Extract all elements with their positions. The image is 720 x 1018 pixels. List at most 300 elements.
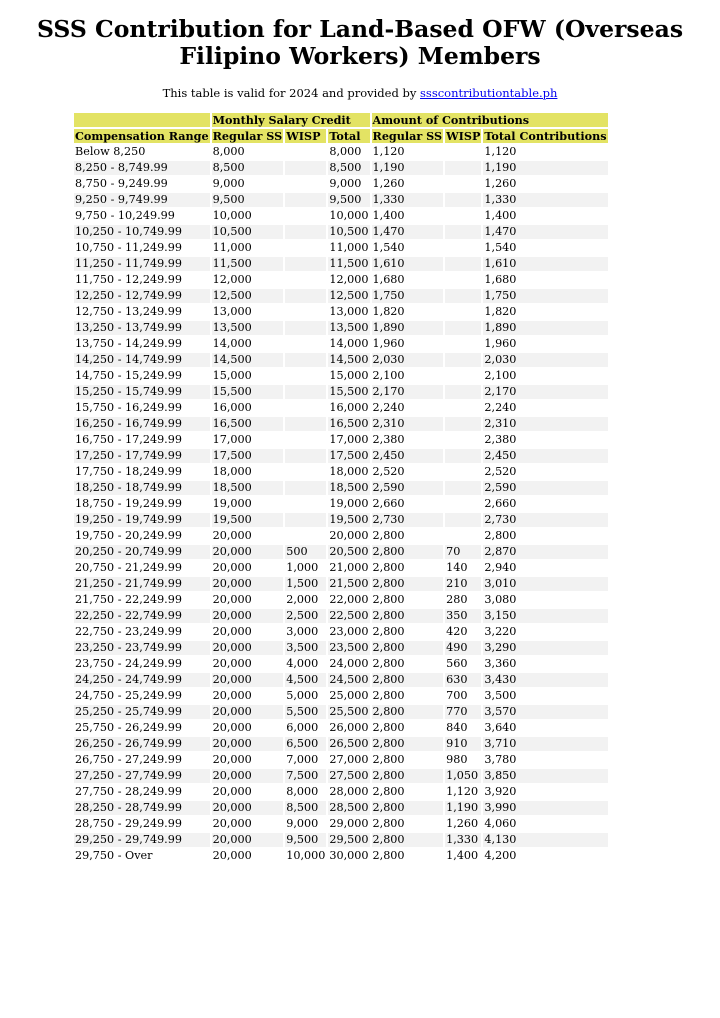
contrib-wisp-cell: 630 — [445, 673, 481, 687]
col-contrib-wisp: WISP — [446, 129, 481, 143]
msc-regular-ss-cell: 20,000 — [212, 817, 284, 831]
total-contributions-cell: 3,710 — [483, 737, 607, 751]
contrib-regular-ss-cell: 1,400 — [372, 209, 444, 223]
compensation-range-cell: 17,250 - 17,749.99 — [74, 449, 210, 463]
compensation-range-cell: 28,750 - 29,249.99 — [74, 817, 210, 831]
contrib-regular-ss-cell: 1,260 — [372, 177, 444, 191]
contrib-regular-ss-cell: 2,800 — [372, 737, 444, 751]
msc-total-cell: 15,000 — [329, 369, 369, 382]
col-contrib-regular-ss: Regular SS — [372, 129, 443, 143]
total-contributions-cell: 3,150 — [483, 609, 607, 623]
msc-wisp-cell — [285, 433, 326, 447]
msc-wisp-cell — [285, 449, 326, 463]
msc-total-cell: 10,000 — [329, 209, 369, 222]
total-contributions-cell: 3,290 — [483, 641, 607, 655]
msc-total-cell: 18,500 — [329, 481, 369, 494]
total-contributions-cell: 2,940 — [483, 561, 607, 575]
msc-wisp-cell — [285, 497, 326, 511]
contrib-regular-ss-cell: 2,310 — [372, 417, 444, 431]
compensation-range-cell: 28,250 - 28,749.99 — [74, 801, 210, 815]
msc-total-cell: 14,500 — [329, 353, 369, 366]
contrib-regular-ss-cell: 2,380 — [372, 433, 444, 447]
msc-total-cell: 14,000 — [329, 337, 369, 350]
table-row — [74, 561, 608, 575]
msc-total-cell: 16,000 — [329, 401, 369, 414]
contrib-regular-ss-cell: 2,520 — [372, 465, 444, 479]
table-body — [74, 145, 608, 863]
contrib-regular-ss-cell: 1,540 — [372, 241, 444, 255]
msc-wisp-cell — [285, 145, 326, 159]
msc-total-cell: 28,000 — [329, 785, 369, 798]
contrib-wisp-cell: 1,050 — [445, 769, 481, 783]
msc-regular-ss-cell: 20,000 — [212, 673, 284, 687]
compensation-range-cell: 15,750 - 16,249.99 — [74, 401, 210, 415]
contrib-wisp-cell — [445, 385, 481, 399]
table-row — [74, 849, 608, 863]
msc-regular-ss-cell: 10,500 — [212, 225, 284, 239]
table-row — [74, 465, 608, 479]
msc-wisp-cell — [285, 225, 326, 239]
contrib-regular-ss-cell: 1,820 — [372, 305, 444, 319]
contrib-regular-ss-cell: 2,660 — [372, 497, 444, 511]
contrib-wisp-cell — [445, 481, 481, 495]
total-contributions-cell: 3,220 — [483, 625, 607, 639]
compensation-range-cell: 22,750 - 23,249.99 — [74, 625, 210, 639]
contrib-wisp-cell — [445, 161, 481, 175]
compensation-range-cell: 11,750 - 12,249.99 — [74, 273, 210, 287]
msc-total-cell: 15,500 — [329, 385, 369, 398]
msc-total-cell: 9,000 — [328, 177, 369, 191]
msc-total-cell: 23,500 — [329, 641, 369, 654]
msc-total-cell: 17,000 — [329, 433, 369, 446]
compensation-range-cell: 11,250 - 11,749.99 — [74, 257, 210, 271]
msc-total-cell: 8,500 — [328, 161, 369, 175]
contrib-wisp-cell — [445, 513, 481, 527]
msc-wisp-cell: 7,500 — [285, 769, 326, 783]
compensation-range-cell: 13,750 - 14,249.99 — [74, 337, 210, 351]
table-row — [74, 401, 608, 415]
msc-wisp-cell — [285, 321, 326, 335]
msc-wisp-cell — [285, 177, 326, 191]
table-row — [74, 529, 608, 543]
contrib-wisp-cell: 1,260 — [445, 817, 481, 831]
contrib-regular-ss-cell: 2,730 — [372, 513, 444, 527]
group-header-row — [74, 113, 608, 127]
contrib-wisp-cell — [445, 225, 481, 239]
msc-regular-ss-cell: 12,000 — [212, 273, 284, 287]
contrib-regular-ss-cell: 2,800 — [372, 849, 444, 863]
msc-total-cell: 27,000 — [329, 753, 369, 766]
msc-regular-ss-cell: 11,000 — [212, 241, 284, 255]
contrib-regular-ss-cell: 1,190 — [372, 161, 444, 175]
total-contributions-cell: 3,990 — [483, 801, 607, 815]
msc-regular-ss-cell: 20,000 — [212, 801, 284, 815]
compensation-range-cell: 8,750 - 9,249.99 — [74, 177, 210, 191]
msc-wisp-cell — [285, 369, 326, 383]
contrib-regular-ss-cell: 2,800 — [372, 833, 444, 847]
table-row — [74, 481, 608, 495]
contrib-regular-ss-cell: 2,800 — [372, 689, 444, 703]
page-title: SSS Contribution for Land-Based OFW (Overseas Filipino Workers) Members — [36, 15, 684, 70]
table-row — [74, 593, 608, 607]
contrib-wisp-cell — [445, 401, 481, 415]
msc-wisp-cell: 9,500 — [285, 833, 326, 847]
msc-total-cell: 24,000 — [329, 657, 369, 670]
contrib-regular-ss-cell: 1,330 — [372, 193, 444, 207]
msc-wisp-cell — [285, 241, 326, 255]
contrib-regular-ss-cell: 2,170 — [372, 385, 444, 399]
msc-total-cell: 29,500 — [329, 833, 369, 846]
table-row — [74, 513, 608, 527]
compensation-range-cell: 9,750 - 10,249.99 — [74, 209, 210, 223]
total-contributions-cell: 2,170 — [483, 385, 607, 399]
contrib-regular-ss-cell: 2,800 — [372, 625, 444, 639]
table-row — [74, 641, 608, 655]
contrib-regular-ss-cell: 2,450 — [372, 449, 444, 463]
msc-wisp-cell: 2,500 — [285, 609, 326, 623]
table-row — [74, 177, 608, 191]
msc-regular-ss-cell: 20,000 — [212, 705, 284, 719]
msc-wisp-cell: 10,000 — [286, 849, 326, 862]
msc-regular-ss-cell: 20,000 — [212, 721, 284, 735]
total-contributions-cell: 3,780 — [483, 753, 607, 767]
compensation-range-cell: 20,250 - 20,749.99 — [74, 545, 210, 559]
total-contributions-cell: 1,890 — [483, 321, 607, 335]
contrib-wisp-cell: 490 — [445, 641, 481, 655]
compensation-range-cell: 27,750 - 28,249.99 — [74, 785, 210, 799]
msc-regular-ss-cell: 17,500 — [212, 449, 284, 463]
msc-regular-ss-cell: 20,000 — [212, 849, 284, 863]
msc-regular-ss-cell: 13,500 — [212, 321, 284, 335]
contrib-wisp-cell — [445, 177, 481, 191]
contrib-wisp-cell — [445, 353, 481, 367]
msc-wisp-cell — [285, 529, 326, 543]
table-row — [74, 785, 608, 799]
msc-wisp-cell: 8,000 — [285, 785, 326, 799]
contrib-wisp-cell: 210 — [445, 577, 481, 591]
msc-total-cell: 10,500 — [329, 225, 369, 238]
msc-regular-ss-cell: 18,500 — [212, 481, 284, 495]
msc-regular-ss-cell: 20,000 — [212, 545, 284, 559]
msc-wisp-cell — [285, 273, 326, 287]
contrib-wisp-cell — [445, 497, 481, 511]
contrib-regular-ss-cell: 2,800 — [372, 593, 444, 607]
contrib-regular-ss-cell: 2,800 — [372, 753, 444, 767]
msc-regular-ss-cell: 20,000 — [212, 737, 284, 751]
group-header-blank — [74, 113, 210, 127]
msc-total-cell: 13,000 — [329, 305, 369, 318]
table-row — [74, 433, 608, 447]
total-contributions-cell: 2,380 — [483, 433, 607, 447]
contrib-regular-ss-cell: 1,610 — [372, 257, 444, 271]
total-contributions-cell: 1,750 — [483, 289, 607, 303]
total-contributions-cell: 1,120 — [483, 145, 607, 159]
compensation-range-cell: 23,750 - 24,249.99 — [74, 657, 210, 671]
total-contributions-cell: 1,190 — [483, 161, 607, 175]
contrib-regular-ss-cell: 2,800 — [372, 609, 444, 623]
msc-regular-ss-cell: 8,000 — [212, 145, 284, 159]
table-row — [74, 801, 608, 815]
total-contributions-cell: 3,850 — [483, 769, 607, 783]
msc-wisp-cell: 6,000 — [285, 721, 326, 735]
msc-total-cell: 30,000 — [329, 849, 369, 862]
contrib-wisp-cell — [445, 337, 481, 351]
total-contributions-cell: 2,730 — [483, 513, 607, 527]
contrib-wisp-cell — [445, 241, 481, 255]
subtitle — [0, 86, 720, 100]
msc-wisp-cell: 7,000 — [285, 753, 326, 767]
total-contributions-cell: 2,030 — [483, 353, 607, 367]
contrib-wisp-cell: 420 — [445, 625, 481, 639]
compensation-range-cell: 15,250 - 15,749.99 — [74, 385, 210, 399]
compensation-range-cell: 20,750 - 21,249.99 — [74, 561, 210, 575]
table-row — [74, 417, 608, 431]
msc-wisp-cell — [285, 257, 326, 271]
contrib-wisp-cell — [445, 529, 481, 543]
contrib-regular-ss-cell: 2,800 — [372, 657, 444, 671]
msc-wisp-cell — [285, 465, 326, 479]
msc-wisp-cell — [285, 385, 326, 399]
table-row — [74, 289, 608, 303]
contrib-wisp-cell — [445, 145, 481, 159]
total-contributions-cell: 4,200 — [483, 849, 607, 863]
contrib-wisp-cell — [445, 305, 481, 319]
msc-regular-ss-cell: 20,000 — [212, 593, 284, 607]
msc-regular-ss-cell: 20,000 — [212, 753, 284, 767]
contrib-regular-ss-cell: 2,800 — [372, 817, 444, 831]
table-row — [74, 449, 608, 463]
subtitle-text: This table is valid for 2024 and provided by — [162, 86, 421, 100]
source-link[interactable]: ssscontributiontable.ph — [420, 86, 558, 100]
msc-total-cell: 24,500 — [329, 673, 369, 686]
total-contributions-cell: 1,260 — [483, 177, 607, 191]
table-row — [74, 657, 608, 671]
column-header-row — [74, 129, 608, 143]
msc-wisp-cell: 3,500 — [285, 641, 326, 655]
msc-total-cell: 21,000 — [329, 561, 369, 574]
compensation-range-cell: 26,250 - 26,749.99 — [74, 737, 210, 751]
col-compensation-range: Compensation Range — [75, 129, 209, 143]
msc-wisp-cell: 8,500 — [285, 801, 326, 815]
msc-wisp-cell — [285, 401, 326, 415]
compensation-range-cell: Below 8,250 — [74, 145, 210, 159]
total-contributions-cell: 2,590 — [483, 481, 607, 495]
msc-total-cell: 11,500 — [329, 257, 369, 270]
compensation-range-cell: 18,750 - 19,249.99 — [74, 497, 210, 511]
msc-wisp-cell: 5,500 — [285, 705, 326, 719]
contrib-regular-ss-cell: 1,680 — [372, 273, 444, 287]
msc-total-cell: 22,000 — [329, 593, 369, 606]
table-row — [74, 273, 608, 287]
msc-regular-ss-cell: 14,500 — [212, 353, 284, 367]
table-row — [74, 609, 608, 623]
msc-total-cell: 9,500 — [328, 193, 369, 207]
msc-total-cell: 13,500 — [329, 321, 369, 334]
table-row — [74, 673, 608, 687]
msc-regular-ss-cell: 20,000 — [212, 625, 284, 639]
total-contributions-cell: 3,640 — [483, 721, 607, 735]
msc-total-cell: 17,500 — [329, 449, 369, 462]
msc-regular-ss-cell: 13,000 — [212, 305, 284, 319]
compensation-range-cell: 17,750 - 18,249.99 — [74, 465, 210, 479]
compensation-range-cell: 10,750 - 11,249.99 — [74, 241, 210, 255]
compensation-range-cell: 16,250 - 16,749.99 — [74, 417, 210, 431]
msc-regular-ss-cell: 19,000 — [212, 497, 284, 511]
msc-total-cell: 16,500 — [329, 417, 369, 430]
msc-total-cell: 23,000 — [329, 625, 369, 638]
contrib-regular-ss-cell: 2,800 — [372, 673, 444, 687]
msc-regular-ss-cell: 20,000 — [212, 833, 284, 847]
compensation-range-cell: 27,250 - 27,749.99 — [74, 769, 210, 783]
contrib-wisp-cell: 1,400 — [445, 849, 481, 863]
contrib-wisp-cell — [445, 289, 481, 303]
msc-regular-ss-cell: 20,000 — [212, 577, 284, 591]
msc-wisp-cell — [285, 209, 326, 223]
contrib-wisp-cell — [445, 433, 481, 447]
contrib-wisp-cell — [445, 417, 481, 431]
msc-total-cell: 12,500 — [329, 289, 369, 302]
contrib-wisp-cell — [445, 257, 481, 271]
compensation-range-cell: 12,750 - 13,249.99 — [74, 305, 210, 319]
group-header-monthly-salary-credit: Monthly Salary Credit — [212, 113, 370, 127]
msc-total-cell: 12,000 — [329, 273, 369, 286]
table-row — [74, 305, 608, 319]
contrib-wisp-cell: 280 — [445, 593, 481, 607]
table-row — [74, 337, 608, 351]
total-contributions-cell: 1,610 — [483, 257, 607, 271]
msc-total-cell: 26,000 — [329, 721, 369, 734]
contrib-wisp-cell — [445, 465, 481, 479]
msc-wisp-cell: 5,000 — [285, 689, 326, 703]
table-row — [74, 737, 608, 751]
total-contributions-cell: 3,080 — [483, 593, 607, 607]
total-contributions-cell: 2,240 — [483, 401, 607, 415]
msc-regular-ss-cell: 19,500 — [212, 513, 284, 527]
msc-total-cell: 19,000 — [329, 497, 369, 510]
compensation-range-cell: 29,750 - Over — [74, 849, 210, 863]
msc-total-cell: 28,500 — [329, 801, 369, 814]
table-row — [74, 769, 608, 783]
table-row — [74, 545, 608, 559]
msc-regular-ss-cell: 20,000 — [212, 609, 284, 623]
col-msc-regular-ss: Regular SS — [212, 129, 283, 143]
msc-total-cell: 27,500 — [329, 769, 369, 782]
total-contributions-cell: 2,870 — [483, 545, 607, 559]
compensation-range-cell: 12,250 - 12,749.99 — [74, 289, 210, 303]
table-row — [74, 145, 608, 159]
msc-total-cell: 20,500 — [329, 545, 369, 558]
contrib-regular-ss-cell: 2,800 — [372, 769, 444, 783]
total-contributions-cell: 3,360 — [483, 657, 607, 671]
compensation-range-cell: 22,250 - 22,749.99 — [74, 609, 210, 623]
compensation-range-cell: 18,250 - 18,749.99 — [74, 481, 210, 495]
table-row — [74, 577, 608, 591]
msc-wisp-cell — [285, 353, 326, 367]
contrib-wisp-cell: 1,190 — [445, 801, 481, 815]
col-msc-total: Total — [328, 129, 369, 143]
compensation-range-cell: 24,250 - 24,749.99 — [74, 673, 210, 687]
msc-total-cell: 29,000 — [329, 817, 369, 830]
msc-regular-ss-cell: 8,500 — [212, 161, 284, 175]
contrib-regular-ss-cell: 2,030 — [372, 353, 444, 367]
msc-regular-ss-cell: 16,500 — [212, 417, 284, 431]
compensation-range-cell: 10,250 - 10,749.99 — [74, 225, 210, 239]
contrib-regular-ss-cell: 2,800 — [372, 561, 444, 575]
contrib-regular-ss-cell: 2,800 — [372, 577, 444, 591]
msc-wisp-cell — [285, 417, 326, 431]
msc-regular-ss-cell: 12,500 — [212, 289, 284, 303]
msc-total-cell: 22,500 — [329, 609, 369, 622]
total-contributions-cell: 4,130 — [483, 833, 607, 847]
col-total-contributions: Total Contributions — [484, 129, 607, 143]
contrib-wisp-cell: 70 — [445, 545, 481, 559]
contrib-wisp-cell: 350 — [445, 609, 481, 623]
contrib-regular-ss-cell: 2,240 — [372, 401, 444, 415]
msc-regular-ss-cell: 9,000 — [212, 177, 284, 191]
contrib-wisp-cell: 770 — [445, 705, 481, 719]
contrib-regular-ss-cell: 2,590 — [372, 481, 444, 495]
contrib-wisp-cell: 980 — [445, 753, 481, 767]
contrib-regular-ss-cell: 2,100 — [372, 369, 444, 383]
msc-wisp-cell: 4,500 — [285, 673, 326, 687]
group-header-amount-of-contributions: Amount of Contributions — [372, 113, 608, 127]
col-msc-wisp: WISP — [285, 129, 326, 143]
contrib-wisp-cell — [445, 193, 481, 207]
contrib-wisp-cell: 700 — [445, 689, 481, 703]
compensation-range-cell: 14,250 - 14,749.99 — [74, 353, 210, 367]
msc-regular-ss-cell: 20,000 — [212, 641, 284, 655]
msc-regular-ss-cell: 18,000 — [212, 465, 284, 479]
msc-total-cell: 11,000 — [329, 241, 369, 254]
table-row — [74, 385, 608, 399]
msc-total-cell: 20,000 — [329, 529, 369, 542]
compensation-range-cell: 23,250 - 23,749.99 — [74, 641, 210, 655]
contrib-wisp-cell: 560 — [445, 657, 481, 671]
compensation-range-cell: 14,750 - 15,249.99 — [74, 369, 210, 383]
total-contributions-cell: 2,660 — [483, 497, 607, 511]
msc-total-cell: 25,500 — [329, 705, 369, 718]
total-contributions-cell: 2,310 — [483, 417, 607, 431]
msc-wisp-cell — [285, 193, 326, 207]
msc-regular-ss-cell: 20,000 — [212, 657, 284, 671]
table-row — [74, 705, 608, 719]
compensation-range-cell: 26,750 - 27,249.99 — [74, 753, 210, 767]
msc-wisp-cell — [285, 305, 326, 319]
msc-regular-ss-cell: 11,500 — [212, 257, 284, 271]
total-contributions-cell: 3,920 — [483, 785, 607, 799]
table-row — [74, 241, 608, 255]
compensation-range-cell: 19,750 - 20,249.99 — [74, 529, 210, 543]
compensation-range-cell: 25,750 - 26,249.99 — [74, 721, 210, 735]
table-row — [74, 353, 608, 367]
msc-wisp-cell — [285, 337, 326, 351]
compensation-range-cell: 29,250 - 29,749.99 — [74, 833, 210, 847]
table-row — [74, 721, 608, 735]
table-row — [74, 689, 608, 703]
msc-regular-ss-cell: 20,000 — [212, 561, 284, 575]
table-row — [74, 225, 608, 239]
table-row — [74, 321, 608, 335]
compensation-range-cell: 16,750 - 17,249.99 — [74, 433, 210, 447]
msc-wisp-cell: 500 — [285, 545, 326, 559]
total-contributions-cell: 3,570 — [483, 705, 607, 719]
contrib-regular-ss-cell: 1,890 — [372, 321, 444, 335]
table-row — [74, 257, 608, 271]
total-contributions-cell: 2,450 — [483, 449, 607, 463]
table-row — [74, 209, 608, 223]
total-contributions-cell: 1,540 — [483, 241, 607, 255]
contrib-regular-ss-cell: 2,800 — [372, 721, 444, 735]
